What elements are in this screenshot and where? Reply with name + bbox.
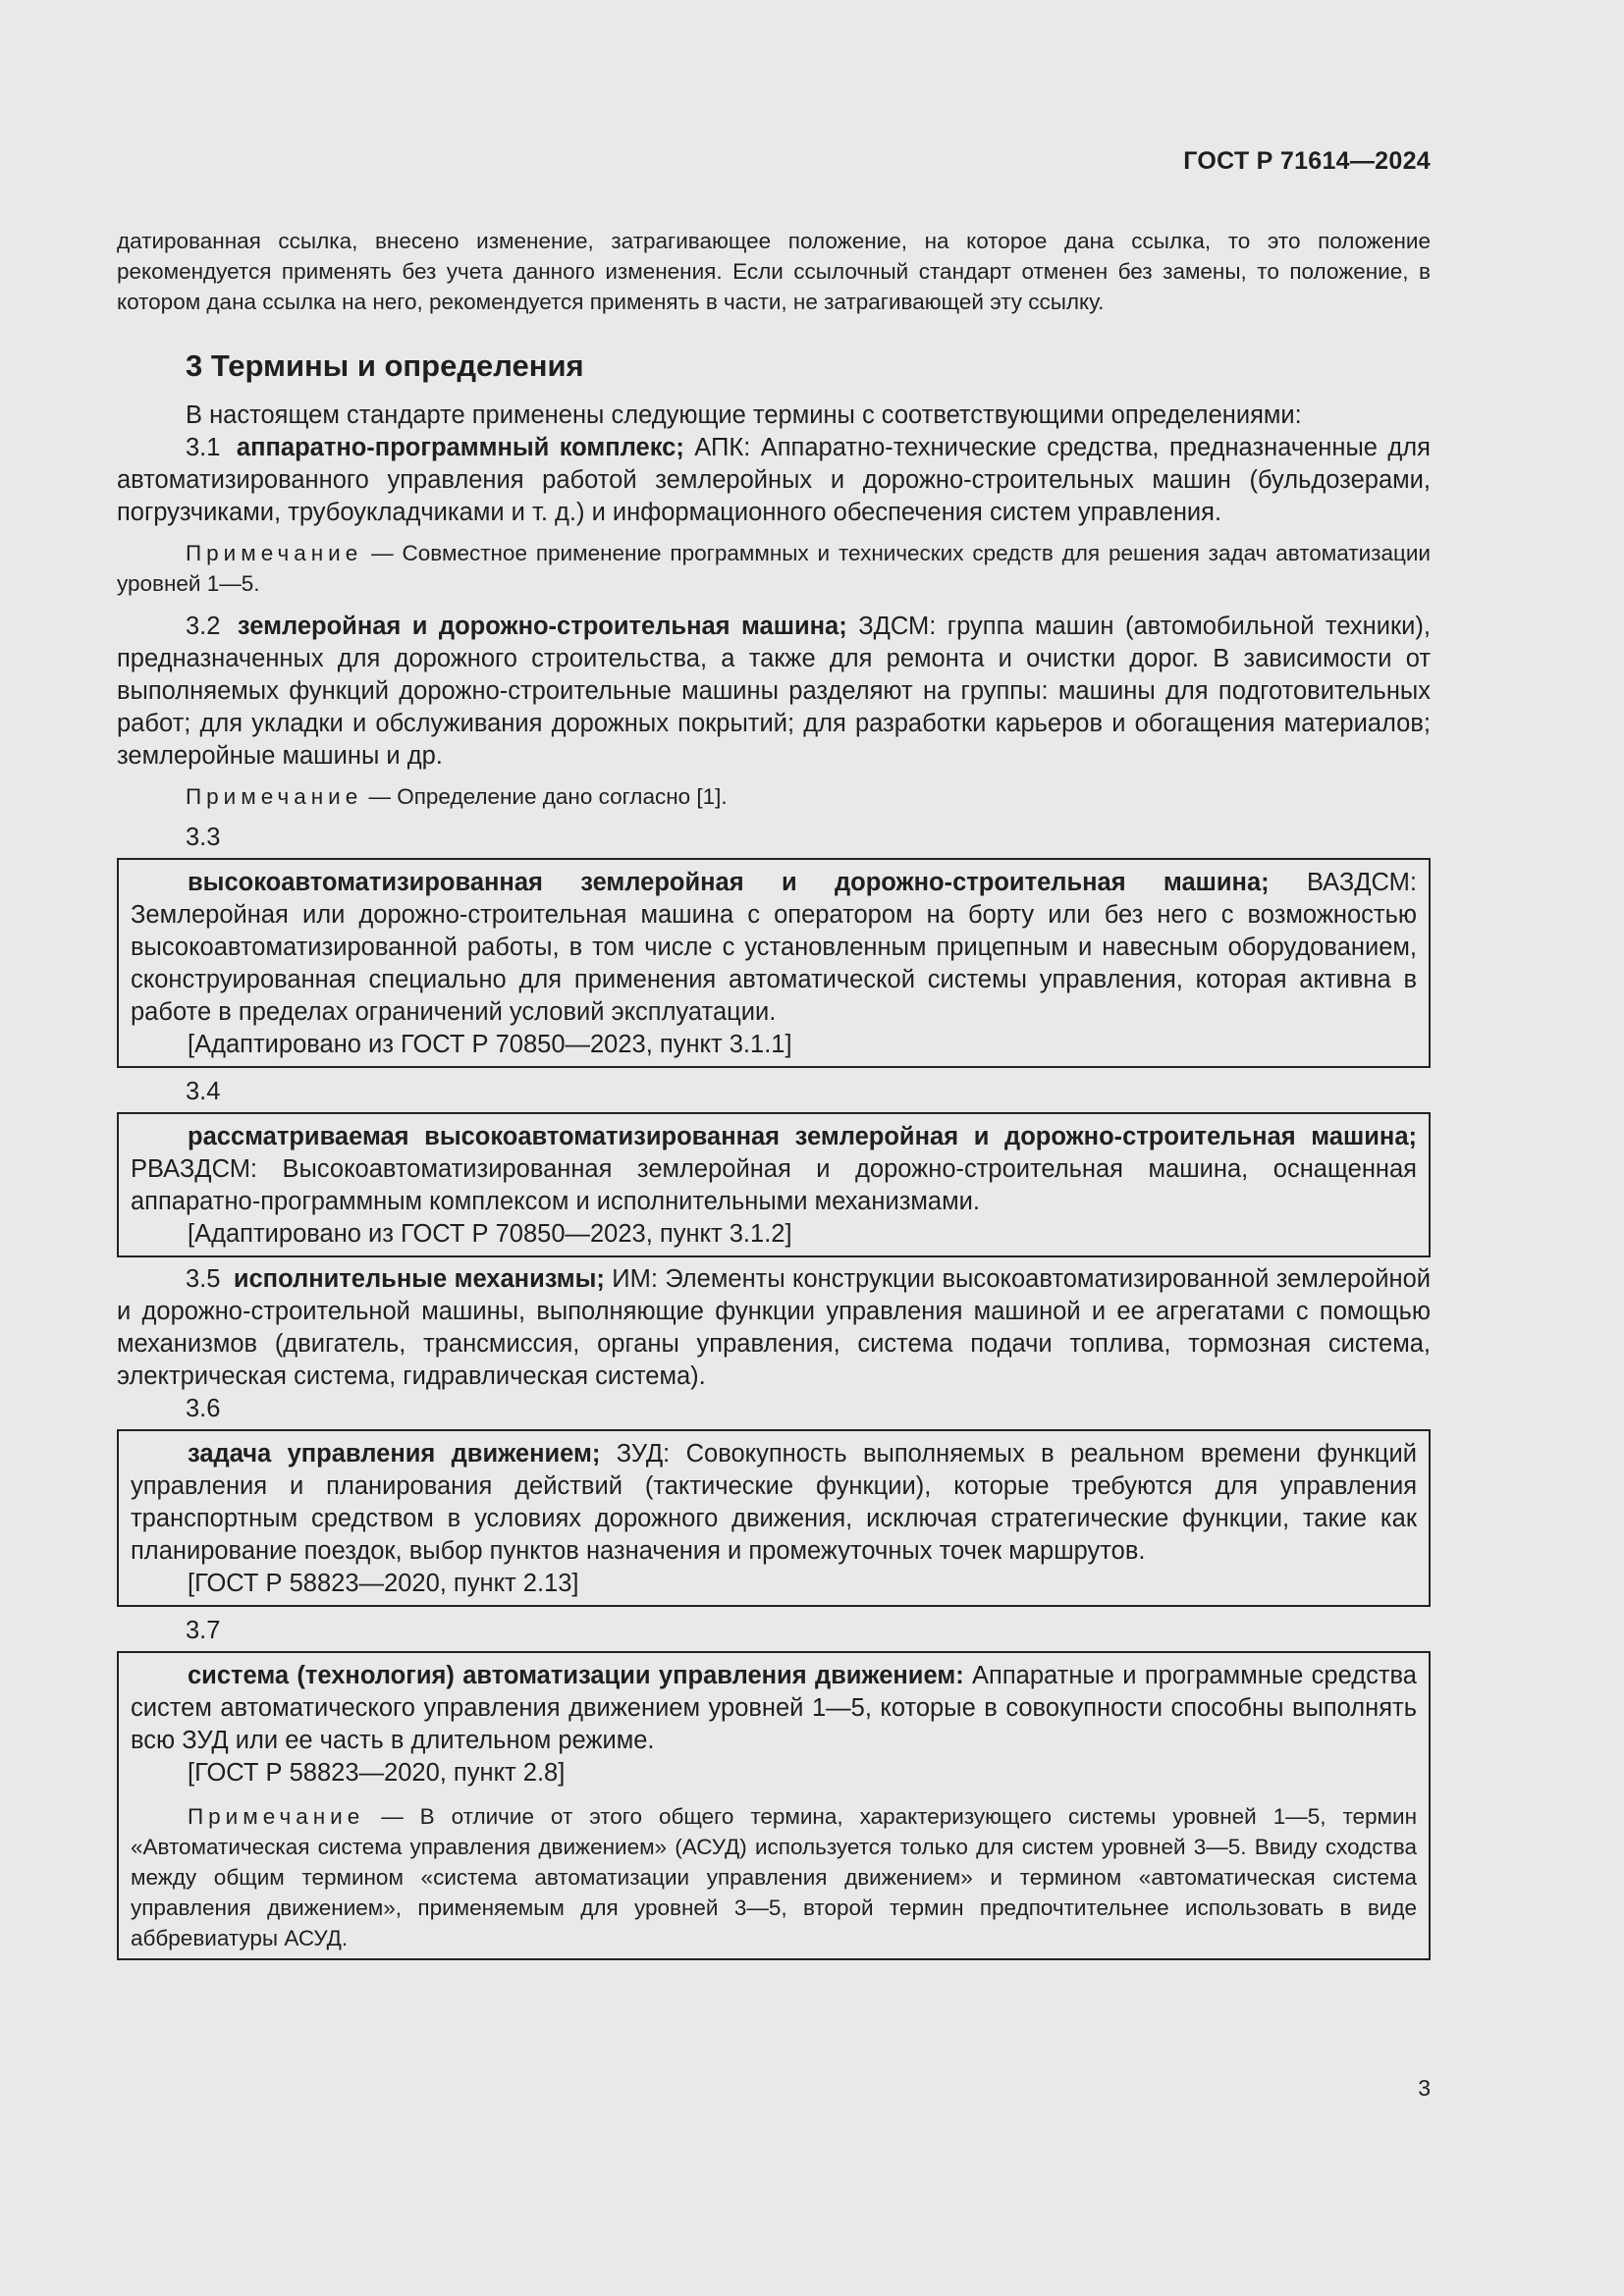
term-number: 3.1 — [186, 434, 221, 461]
term-3-3-box — [117, 858, 1431, 1068]
term-3-1 — [117, 432, 1431, 529]
section-intro: В настоящем стандарте применены следующие термины с соответствующими определениями: — [186, 401, 1302, 429]
term-name: система (технология) автоматизации управления движением: — [188, 1662, 964, 1689]
term-name: высокоавтоматизированная землеройная и дорожно-строительная машина; — [188, 869, 1270, 896]
document-id-header: ГОСТ Р 71614—2024 — [1183, 147, 1431, 175]
intro-paragraph: датированная ссылка, внесено изменение, затрагивающее положение, на которое дана ссылка, то это положение рекомендуется применять без учета данного изменения. Если ссылочный стандарт отменен без замены, то положение, в котором дана ссылка на него, рекомендуется применять в части, не затрагивающей эту ссылку. — [117, 229, 1431, 314]
term-definition: ИМ: Элементы конструкции высокоавтоматизированной землеройной и дорожно-строительной машины, выполняющие функции управления машиной и ее агрегатами с помощью механизмов (двигатель, трансмиссия, органы управления, система подачи топлива, тормозная система, электрическая система, гидравлическая система). — [117, 1265, 1431, 1390]
term-name: землеройная и дорожно-строительная машина; — [237, 613, 847, 640]
term-definition: ВАЗДСМ: Землеройная или дорожно-строительная машина с оператором на борту или без него с возможностью высокоавтоматизированной работы, в том числе с установленным прицепным и навесным оборудованием, сконструированная специально для применения автоматической системы управления, которая активна в работе в пределах ограничений условий эксплуатации. — [131, 869, 1417, 1026]
term-name: задача управления движением; — [188, 1440, 601, 1468]
term-3-6-number: 3.6 — [186, 1395, 221, 1422]
term-3-2-note — [117, 781, 1431, 812]
term-number: 3.5 — [186, 1265, 221, 1293]
note-text: — В отличие от этого общего термина, характеризующего системы уровней 1—5, термин «Автоматическая система управления движением» (АСУД) используется только для систем уровней 3—5. Ввиду сходства между общим термином «система автоматизации управления движением» и термином «автоматическая система управления движением», применяемым для уровней 3—5, второй термин предпочтительнее использовать в виде аббревиатуры АСУД. — [131, 1804, 1417, 1950]
term-name: исполнительные механизмы; — [233, 1265, 605, 1293]
term-3-3-number: 3.3 — [186, 824, 221, 851]
page-content — [117, 226, 1431, 1960]
note-text: — Совместное применение программных и технических средств для решения задач автоматизации уровней 1—5. — [117, 541, 1431, 596]
term-definition: РВАЗДСМ: Высокоавтоматизированная землеройная и дорожно-строительная машина, оснащенная аппаратно-программным комплексом и исполнительными механизмами. — [131, 1155, 1417, 1215]
note-text: — Определение дано согласно [1]. — [362, 784, 728, 809]
term-3-7 — [131, 1660, 1417, 1757]
term-number: 3.2 — [186, 613, 221, 640]
note-label: Примечание — [186, 784, 363, 809]
note-label: Примечание — [186, 541, 363, 565]
term-3-4-source: [Адаптировано из ГОСТ Р 70850—2023, пункт 3.1.2] — [188, 1220, 792, 1248]
term-3-4-box — [117, 1112, 1431, 1257]
term-3-6 — [131, 1438, 1417, 1568]
term-3-6-source: [ГОСТ Р 58823—2020, пункт 2.13] — [188, 1570, 579, 1597]
term-3-5 — [117, 1263, 1431, 1393]
note-label: Примечание — [188, 1804, 365, 1829]
term-3-7-source: [ГОСТ Р 58823—2020, пункт 2.8] — [188, 1759, 566, 1787]
term-3-6-box — [117, 1429, 1431, 1607]
term-3-7-number: 3.7 — [186, 1617, 221, 1644]
page-number: 3 — [1418, 2075, 1431, 2101]
term-definition: ЗДСМ: группа машин (автомобильной техники), предназначенных для дорожного строительства, а также для ремонта и очистки дорог. В зависимости от выполняемых функций дорожно-строительные машины разделяют на группы: машины для подготовительных работ; для укладки и обслуживания дорожных покрытий; для разработки карьеров и обогащения материалов; землеройные машины и др. — [117, 613, 1431, 770]
term-name: рассматриваемая высокоавтоматизированная землеройная и дорожно-строительная машина; — [188, 1123, 1417, 1150]
term-3-3-source: [Адаптировано из ГОСТ Р 70850—2023, пункт 3.1.1] — [188, 1031, 792, 1058]
term-definition: ЗУД: Совокупность выполняемых в реальном времени функций управления и планирования действий (тактические функции), которые требуются для управления транспортным средством в условиях дорожного движения, исключая стратегические функции, такие как планирование поездок, выбор пунктов назначения и промежуточных точек маршрутов. — [131, 1440, 1418, 1565]
section-title: 3 Термины и определения — [186, 348, 584, 383]
term-3-4 — [131, 1121, 1417, 1218]
term-3-3 — [131, 867, 1417, 1029]
term-name: аппаратно-программный комплекс; — [236, 434, 684, 461]
term-3-2 — [117, 611, 1431, 773]
term-3-7-note — [131, 1801, 1417, 1953]
term-3-1-note — [117, 538, 1431, 599]
term-definition: АПК: Аппаратно-технические средства, предназначенные для автоматизированного управления работой землеройных и дорожно-строительных машин (бульдозерами, погрузчиками, трубоукладчиками и т. д.) и информационного обеспечения систем управления. — [117, 434, 1431, 526]
term-definition: Аппаратные и программные средства систем автоматического управления движением уровней 1—5, которые в совокупности способны выполнять всю ЗУД или ее часть в длительном режиме. — [131, 1662, 1417, 1754]
term-3-4-number: 3.4 — [186, 1078, 221, 1105]
term-3-7-box — [117, 1651, 1431, 1960]
